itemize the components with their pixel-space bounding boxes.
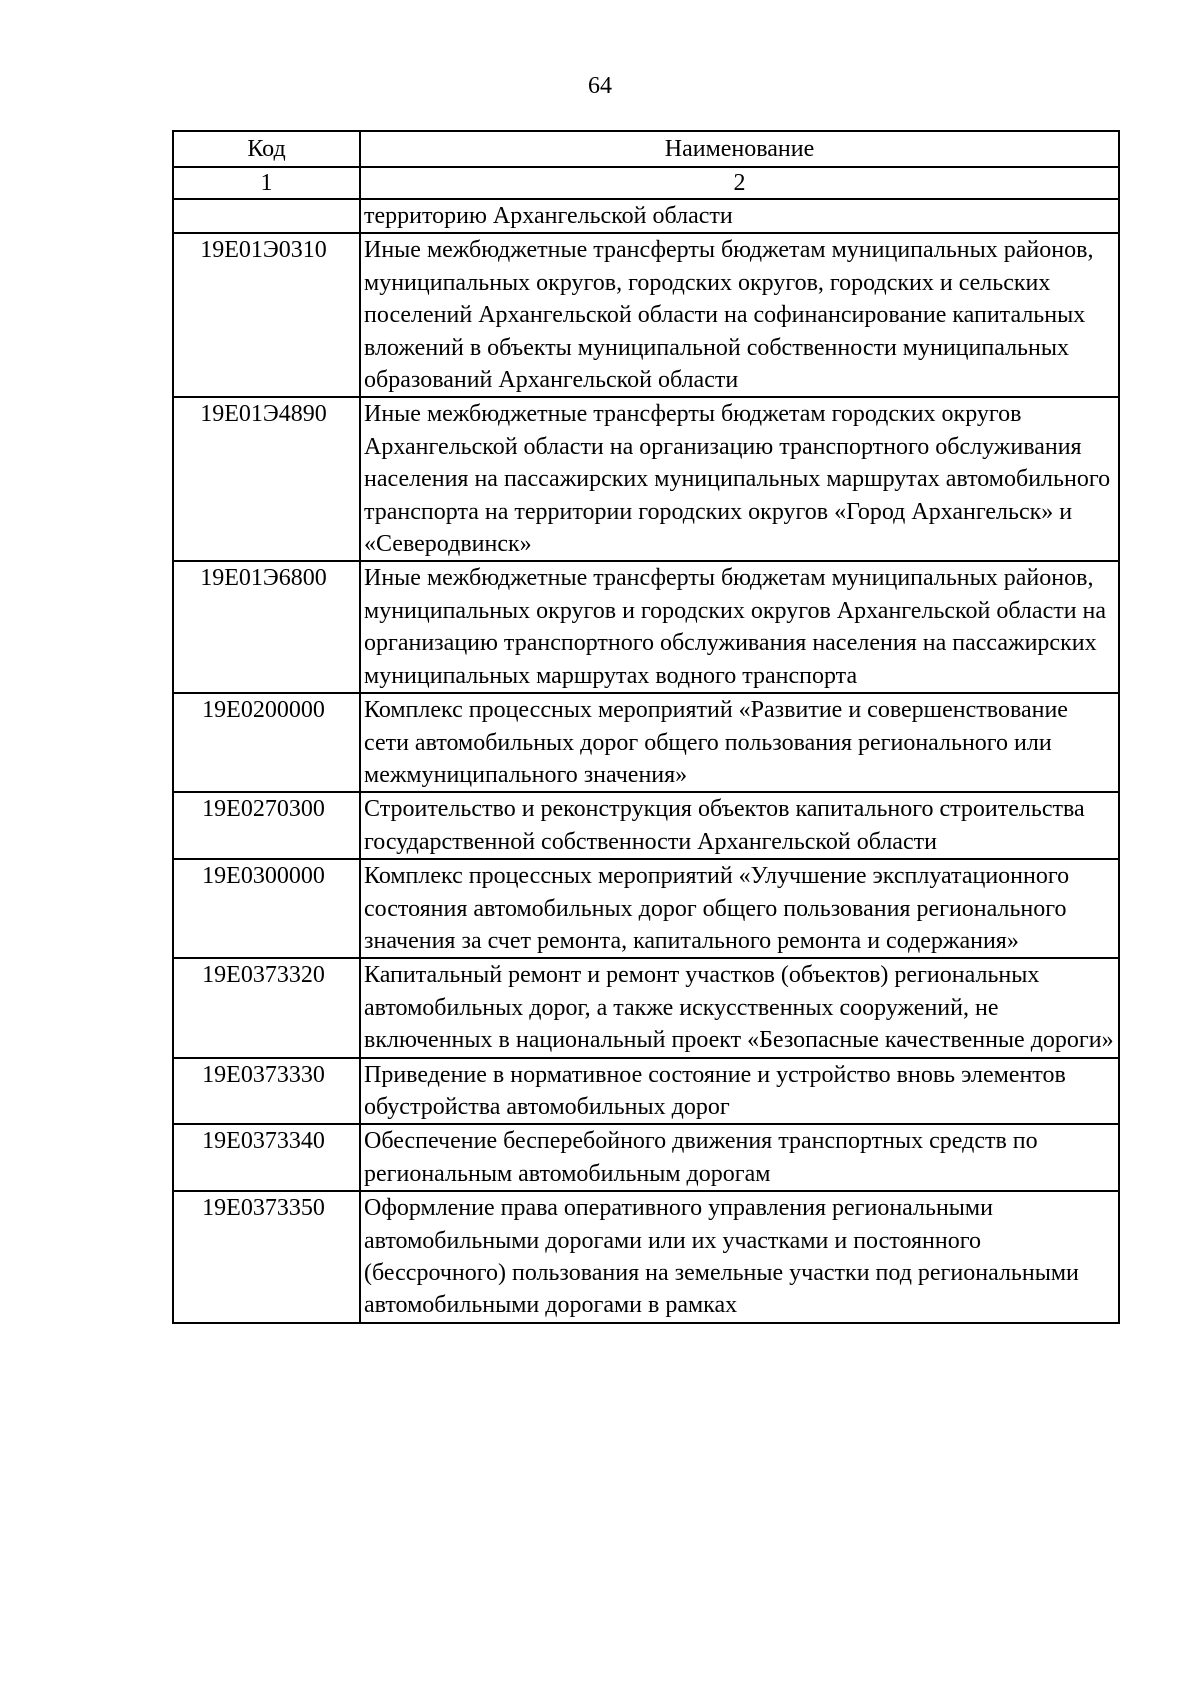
row-name: Иные межбюджетные трансферты бюджетам муниципальных районов, муниципальных округов и городских округов Архангельской области на организацию транспортного обслуживания населения на пассажирских муниципальных маршрутах водного транспорта [360,561,1119,693]
column-header-code: Код [173,131,360,167]
row-name: Приведение в нормативное состояние и устройство вновь элементов обустройства автомобильных дорог [360,1058,1119,1125]
column-number-name: 2 [360,167,1119,199]
row-code: 19Е0270300 [173,792,360,859]
table-row [173,693,1119,792]
table-row [173,561,1119,693]
row-code [173,199,360,233]
table-row [173,233,1119,397]
row-name: Оформление права оперативного управления региональными автомобильными дорогами или их участками и постоянного (бессрочного) пользования на земельные участки под региональными автомобильными дорогами в рамках [360,1191,1119,1323]
row-code: 19Е0373350 [173,1191,360,1323]
row-code: 19Е0373340 [173,1124,360,1191]
table-row [173,199,1119,233]
row-code: 19Е01Э0310 [173,233,360,397]
row-code: 19Е01Э6800 [173,561,360,693]
table-row [173,1191,1119,1323]
row-name: территорию Архангельской области [360,199,1119,233]
table-row [173,859,1119,958]
row-code: 19Е01Э4890 [173,397,360,561]
page-number: 64 [588,73,612,99]
table-header-row [173,131,1119,167]
table-row [173,958,1119,1057]
row-name: Строительство и реконструкция объектов капитального строительства государственной собственности Архангельской области [360,792,1119,859]
row-name: Иные межбюджетные трансферты бюджетам городских округов Архангельской области на организацию транспортного обслуживания населения на пассажирских муниципальных маршрутах автомобильного транспорта на территории городских округов «Город Архангельск» и «Северодвинск» [360,397,1119,561]
row-code: 19Е0373330 [173,1058,360,1125]
row-name: Обеспечение бесперебойного движения транспортных средств по региональным автомобильным дорогам [360,1124,1119,1191]
row-code: 19Е0373320 [173,958,360,1057]
row-name: Комплекс процессных мероприятий «Улучшение эксплуатационного состояния автомобильных дорог общего пользования регионального значения за счет ремонта, капитального ремонта и содержания» [360,859,1119,958]
row-code: 19Е0200000 [173,693,360,792]
table-row [173,792,1119,859]
row-name: Капитальный ремонт и ремонт участков (объектов) региональных автомобильных дорог, а также искусственных сооружений, не включенных в национальный проект «Безопасные качественные дороги» [360,958,1119,1057]
column-header-name: Наименование [360,131,1119,167]
row-name: Комплекс процессных мероприятий «Развитие и совершенствование сети автомобильных дорог общего пользования регионального или межмуниципального значения» [360,693,1119,792]
column-number-code: 1 [173,167,360,199]
row-code: 19Е0300000 [173,859,360,958]
budget-code-table [172,130,1120,1324]
column-number-row [173,167,1119,199]
table-row [173,1124,1119,1191]
table-row [173,397,1119,561]
row-name: Иные межбюджетные трансферты бюджетам муниципальных районов, муниципальных округов, городских округов, городских и сельских поселений Архангельской области на софинансирование капитальных вложений в объекты муниципальной собственности муниципальных образований Архангельской области [360,233,1119,397]
table-row [173,1058,1119,1125]
